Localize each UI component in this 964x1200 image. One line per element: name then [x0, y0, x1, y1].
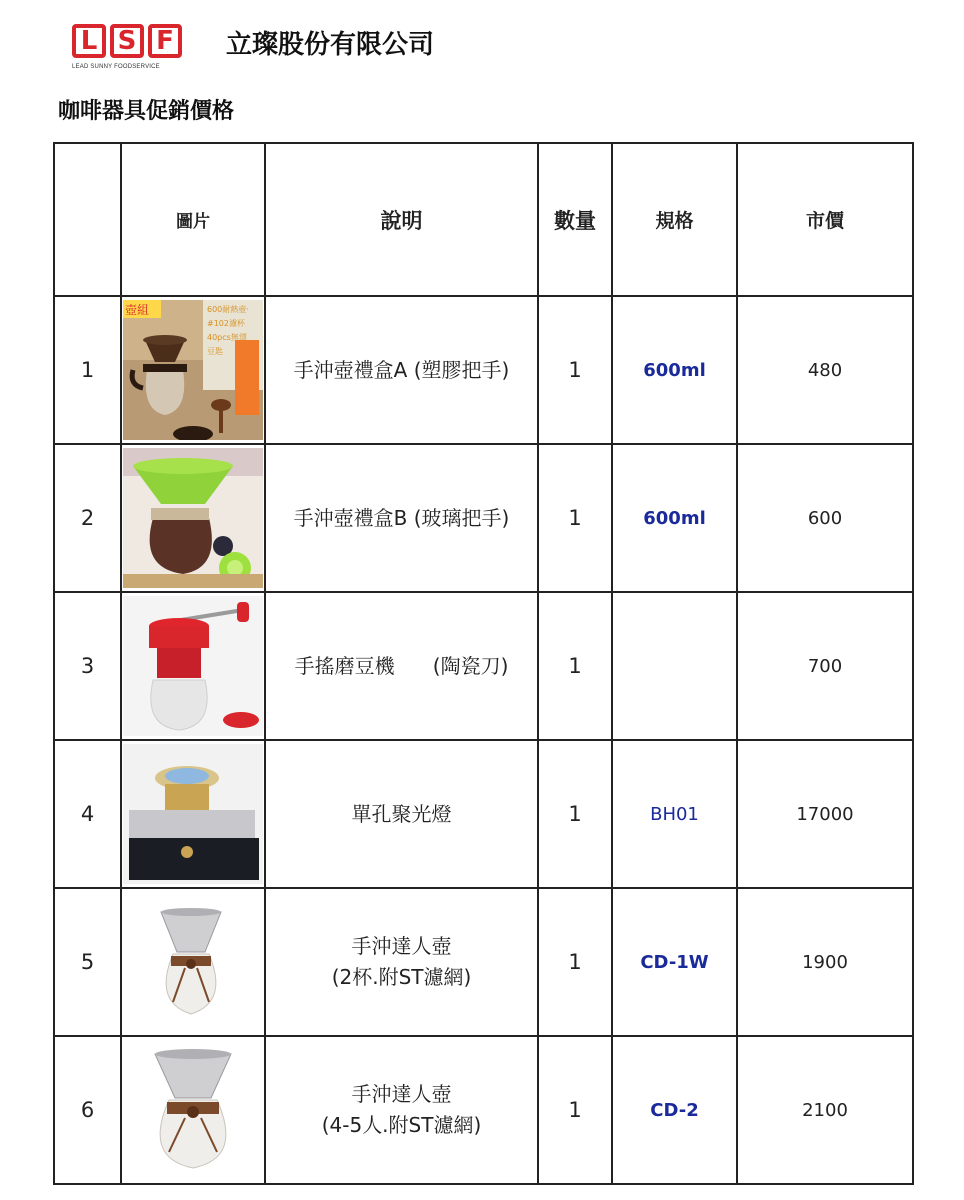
quantity: 1 — [538, 444, 612, 592]
product-image-cell — [121, 1036, 265, 1184]
image-text: 壺組 — [125, 303, 150, 317]
row-number: 2 — [54, 444, 121, 592]
product-description — [265, 1036, 538, 1184]
description-line: 手搖磨豆機 (陶瓷刀) — [294, 653, 509, 678]
column-header-quantity: 數量 — [538, 143, 612, 296]
image-text: 40pcs無漂 — [207, 333, 247, 342]
column-header-price: 市價 — [737, 143, 913, 296]
table-row — [54, 592, 913, 740]
company-logo — [70, 24, 190, 76]
description-line: 手沖壺禮盒A (塑膠把手) — [293, 357, 510, 382]
document-title: 咖啡器具促銷價格 — [58, 99, 235, 124]
hand-grinder-image — [123, 596, 263, 736]
table-row — [54, 444, 913, 592]
table-row — [54, 296, 913, 444]
halogen-beam-heater-image — [123, 744, 263, 884]
description-line: 手沖達人壺 — [351, 934, 452, 958]
product-description — [265, 888, 538, 1036]
image-text: 豆匙 — [207, 347, 223, 356]
market-price: 2100 — [737, 1036, 913, 1184]
specification: CD-2 — [612, 1036, 737, 1184]
logo-subtitle: LEAD SUNNY FOODSERVICE — [72, 64, 160, 70]
specification: 600ml — [612, 444, 737, 592]
market-price: 600 — [737, 444, 913, 592]
logo-letter: F — [148, 24, 182, 58]
image-text: 600耐熱壺· — [207, 305, 249, 314]
product-description — [265, 740, 538, 888]
specification: CD-1W — [612, 888, 737, 1036]
table-header-row — [54, 143, 913, 296]
column-header-image: 圖片 — [121, 143, 265, 296]
pour-over-gift-set-a-image — [123, 300, 263, 440]
specification — [612, 592, 737, 740]
quantity: 1 — [538, 888, 612, 1036]
row-number: 6 — [54, 1036, 121, 1184]
row-number: 3 — [54, 592, 121, 740]
company-name: 立璨股份有限公司 — [226, 30, 435, 60]
product-image-cell — [121, 888, 265, 1036]
logo-letter: S — [110, 24, 144, 58]
pour-over-pot-4cup-image — [123, 1040, 263, 1180]
product-description — [265, 592, 538, 740]
table-row — [54, 1036, 913, 1184]
row-number: 4 — [54, 740, 121, 888]
description-line: (4-5人.附ST濾網) — [321, 1113, 482, 1137]
row-number: 5 — [54, 888, 121, 1036]
product-description — [265, 296, 538, 444]
product-image-cell — [121, 296, 265, 444]
pour-over-gift-set-b-image — [123, 448, 263, 588]
image-text: #102濾杯 — [207, 319, 245, 328]
column-header-spec: 規格 — [612, 143, 737, 296]
table-row — [54, 740, 913, 888]
price-table — [53, 142, 914, 1185]
row-number: 1 — [54, 296, 121, 444]
market-price: 480 — [737, 296, 913, 444]
product-image-cell — [121, 444, 265, 592]
table-row — [54, 888, 913, 1036]
market-price: 700 — [737, 592, 913, 740]
description-line: 單孔聚光燈 — [351, 801, 452, 826]
description-line: (2杯.附ST濾網) — [331, 965, 472, 989]
product-image-cell — [121, 592, 265, 740]
quantity: 1 — [538, 1036, 612, 1184]
market-price: 17000 — [737, 740, 913, 888]
logo-letter: L — [72, 24, 106, 58]
column-header-no — [54, 143, 121, 296]
description-line: 手沖壺禮盒B (玻璃把手) — [293, 505, 510, 530]
product-image-cell — [121, 740, 265, 888]
quantity: 1 — [538, 740, 612, 888]
specification: 600ml — [612, 296, 737, 444]
quantity: 1 — [538, 296, 612, 444]
column-header-description: 說明 — [265, 143, 538, 296]
pour-over-pot-2cup-image — [123, 892, 263, 1032]
header — [70, 24, 930, 74]
product-description — [265, 444, 538, 592]
market-price: 1900 — [737, 888, 913, 1036]
quantity: 1 — [538, 592, 612, 740]
specification: BH01 — [612, 740, 737, 888]
description-line: 手沖達人壺 — [351, 1082, 452, 1106]
